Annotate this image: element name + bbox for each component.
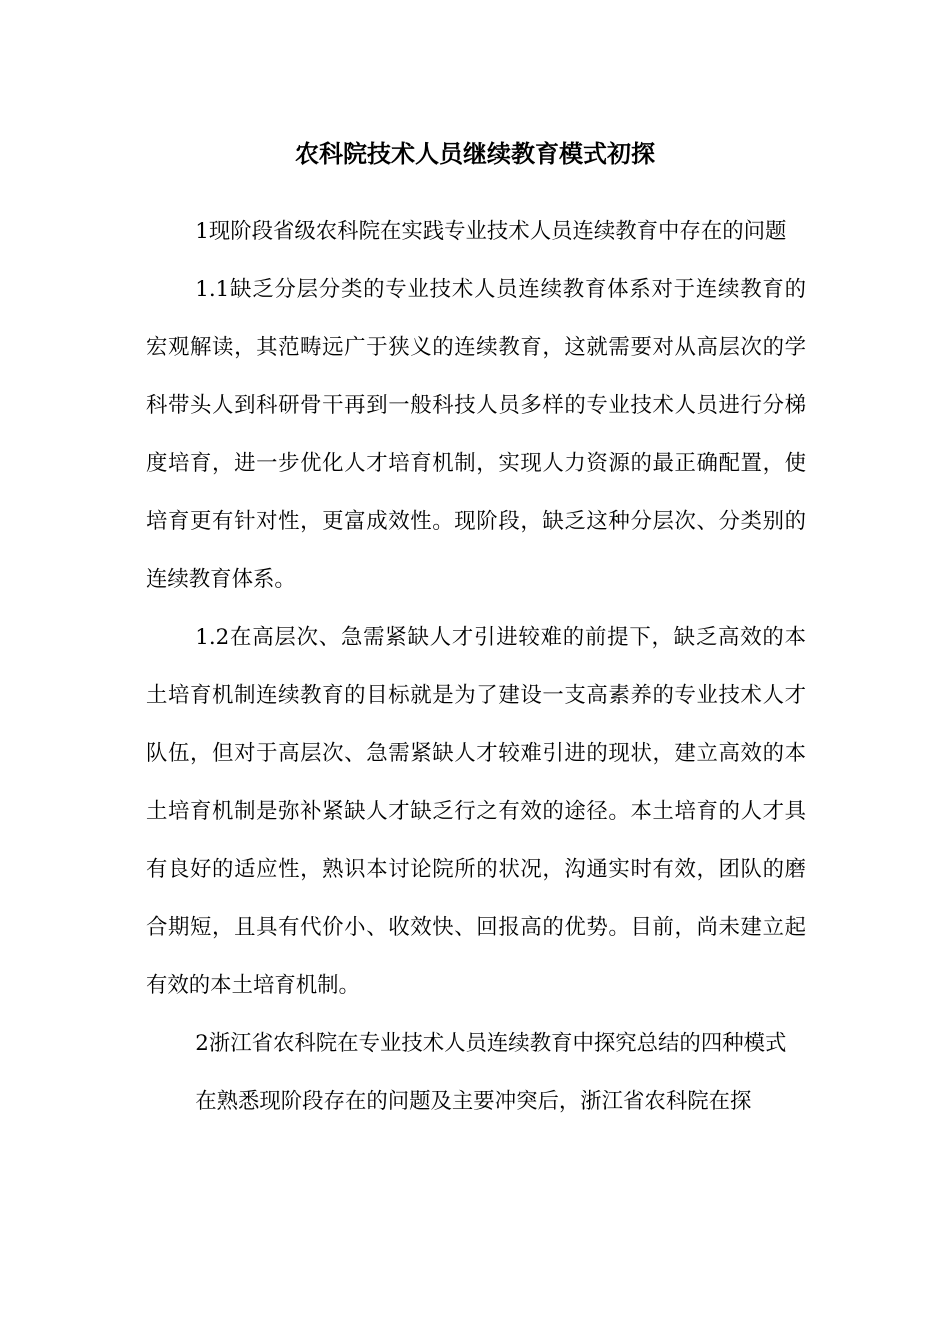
section-2-paragraph: 在熟悉现阶段存在的问题及主要冲突后，浙江省农科院在探 — [195, 1089, 752, 1114]
section-1-heading: 1现阶段省级农科院在实践专业技术人员连续教育中存在的问题 — [195, 219, 787, 244]
document-title: 农科院技术人员继续教育模式初探 — [295, 140, 655, 168]
document-body — [146, 203, 806, 1131]
section-1-1-paragraph: 1.1缺乏分层分类的专业技术人员连续教育体系对于连续教育的宏观解读，其范畴远广于狭义的连续教育，这就需要对从高层次的学科带头人到科研骨干再到一般科技人员多样的专业技术人员进行分梯度培育，进一步优化人才培育机制，实现人力资源的最正确配置，使培育更有针对性，更富成效性。现阶段，缺乏这种分层次、分类别的连续教育体系。 — [146, 277, 806, 592]
section-1-2-paragraph: 1.2在高层次、急需紧缺人才引进较难的前提下，缺乏高效的本土培育机制连续教育的目标就是为了建设一支高素养的专业技术人才队伍，但对于高层次、急需紧缺人才较难引进的现状，建立高效的本土培育机制是弥补紧缺人才缺乏行之有效的途径。本土培育的人才具有良好的适应性，熟识本讨论院所的状况，沟通实时有效，团队的磨合期短，且具有代价小、收效快、回报高的优势。目前，尚未建立起有效的本土培育机制。 — [146, 625, 806, 998]
section-2-heading: 2浙江省农科院在专业技术人员连续教育中探究总结的四种模式 — [195, 1031, 787, 1056]
